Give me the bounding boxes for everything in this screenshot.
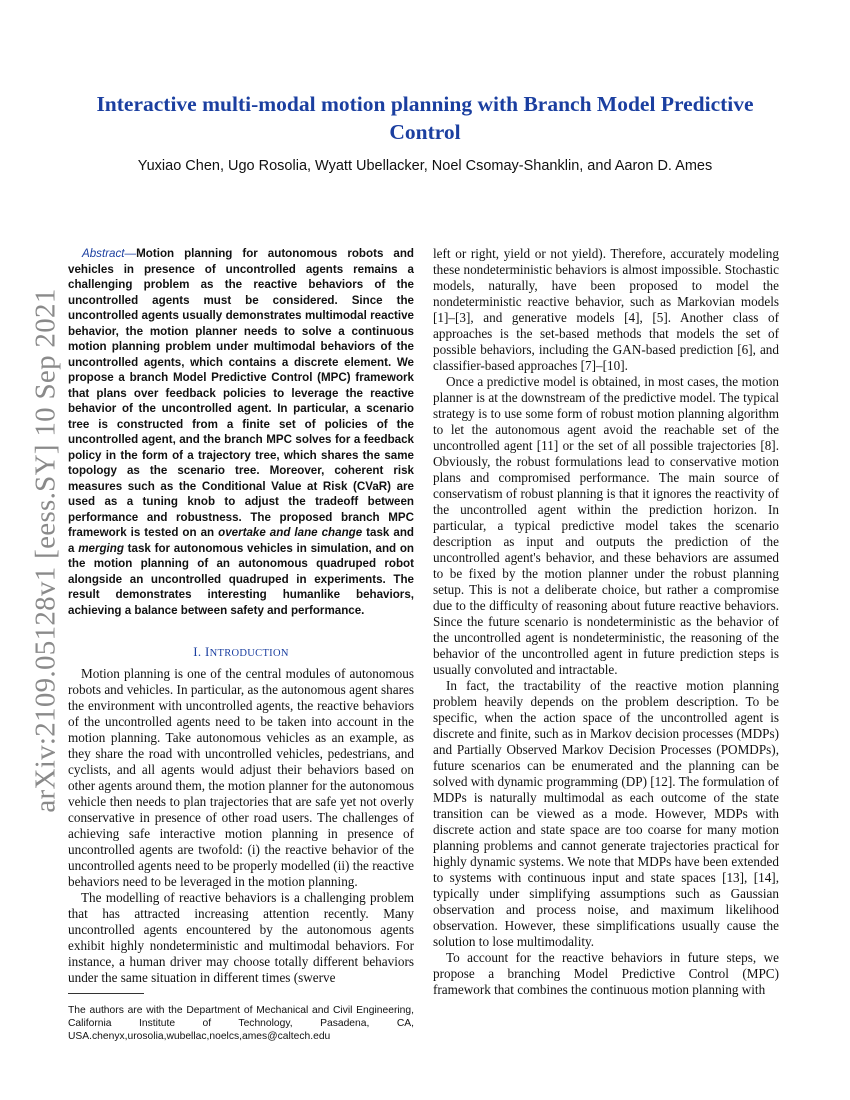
right-column: [433, 246, 779, 998]
section-heading-introduction: [68, 644, 414, 660]
body-paragraph: The modelling of reactive behaviors is a challenging problem that has attracted increasing attention recently. Many uncontrolled agents encountered by the autonomous agents exhibit highly nondeterministic and multimodal behaviors. For instance, a human driver may choose totally different behaviors under the same situation in different times (swerve: [68, 890, 414, 985]
footnote-affiliation: The authors are with the Department of Mechanical and Civil Engineering, California Institute of Technology, Pasadena, CA, USA.chenyx,urosolia,wubellac,noelcs,ames@caltech.edu: [68, 1005, 414, 1042]
abstract-text-1: Motion planning for autonomous robots and vehicles in presence of uncontrolled agents remains a challenging problem as the reactive behaviors of the uncontrolled agents must be considered. Since the uncontrolled agents usually demonstrates multimodal reactive behavior, the motion planner needs to solve a continuous motion planning problem under multimodal behaviors of the uncontrolled agents, which contains a discrete element. We propose a branch Model Predictive Control (MPC) framework that plans over feedback policies to leverage the reactive behavior of the uncontrolled agent. In particular, a scenario tree is constructed from a finite set of policies of the uncontrolled agent, and the branch MPC solves for a feedback policy in the form of a trajectory tree, which shares the same topology as the scenario tree. Moreover, coherent risk measures such as the Conditional Value at Risk (CVaR) are used as a tuning knob to adjust the tradeoff between performance and robustness. The proposed branch MPC framework is tested on an: [68, 247, 414, 539]
abstract: [68, 246, 414, 618]
paper-title: Interactive multi-modal motion planning with Branch Model Predictive Control: [96, 92, 754, 144]
abstract-text-2: task and a: [68, 526, 414, 555]
section-numeral: I. I: [193, 644, 210, 659]
body-paragraph: To account for the reactive behaviors in future steps, we propose a branching Model Predictive Control (MPC) framework that combines the continuous motion planning with: [433, 950, 779, 997]
abstract-italic-1: overtake and lane change: [218, 526, 363, 539]
body-paragraph: left or right, yield or not yield). Therefore, accurately modeling these nondeterministic behaviors is almost impossible. Stochastic models, naturally, have been proposed to model the nondeterministic reactive behavior, such as Markovian models [1]–[3], and generative models [4], [5]. Another class of approaches is the set-based methods that models the set of possible behaviors, including the GAN-based prediction [6], and classifier-based approaches [7]–[10].: [433, 246, 779, 373]
author-list: Yuxiao Chen, Ugo Rosolia, Wyatt Ubellacker, Noel Csomay-Shanklin, and Aaron D. Ames: [137, 158, 713, 174]
section-name: NTRODUCTION: [209, 648, 289, 659]
footnote-divider: [68, 993, 144, 994]
arxiv-identifier-stamp: [18, 250, 74, 850]
body-paragraph: In fact, the tractability of the reactive motion planning problem heavily depends on the problem description. To be specific, when the action space of the uncontrolled agent is discrete and finite, such as in Markov decision processes (MDPs) and Partially Observed Markov Decision Processes (POMDPs), future scenarios can be enumerated and the planning can be solved with dynamic programming (DP) [12]. The formulation of MDPs is naturally multimodal as each outcome of the state transition can be viewed as a mode. However, MDPs with discrete action and state space are too coarse for many motion planning problems and cannot generate trajectories practical for highly dynamic systems. We note that MDPs have been extended to systems with continuous input and state spaces [13], [14], typically under simplifying assumptions such as Gaussian observation and process noise, and maximum likelihood observation. However, these simplifications usually cause the solution to lose multimodality.: [433, 678, 779, 949]
left-column: [68, 246, 414, 986]
body-paragraph: Motion planning is one of the central modules of autonomous robots and vehicles. In particular, as the autonomous agent shares the environment with uncontrolled agents, the reactive behaviors of the uncontrolled agents need to be taken into account in the motion planning. Take autonomous vehicles as an example, as they share the road with uncontrolled vehicles, pedestrians, and cyclists, and all agents would adjust their behaviors based on other agents around them, the motion planner for the autonomous vehicle then needs to plan trajectories that are safe yet not overly conservative in presence of other road users. The challenges of achieving safe interactive motion planning in presence of uncontrolled agents are twofold: (i) the reactive behavior of the uncontrolled agents need to be properly modelled (ii) the reactive behaviors need to be leveraged in the motion planning.: [68, 666, 414, 889]
abstract-lead: Abstract—: [82, 247, 137, 260]
abstract-text-3: task for autonomous vehicles in simulation, and on the motion planning of an autonomous quadruped robot alongside an uncontrolled quadruped in experiments. The result demonstrates interesting humanlike behaviors, achieving a balance between safety and performance.: [68, 541, 415, 617]
arxiv-identifier-text: arXiv:2109.05128v1 [eess.SY] 10 Sep 2021: [29, 287, 62, 813]
abstract-italic-2: merging: [78, 541, 124, 555]
body-paragraph: Once a predictive model is obtained, in most cases, the motion planner is at the downstream of the predictive model. The typical strategy is to use some form of robust motion planning algorithm to let the autonomous agent avoid the reachable set of the uncontrolled agent [11] or the set of all possible trajectories [8]. Obviously, the robust formulations lead to conservative motion plans and compromised performance. The main source of conservatism of robust planning is that it ignores the reactivity of the uncontrolled agent within the prediction horizon. In particular, a typical predictive model takes the scenario description as input and outputs the prediction of the uncontrolled agent's behavior, and these behaviors are assumed to be fixed by the motion planner under the robust planning setup. This is not a deliberate choice, but rather a compromise due to the difficulty of reasoning about future reactive behaviors. Since the future scenario is nondeterministic as the behavior of the uncontrolled agent is nondeterministic, the reasoning of the behavior of the uncontrolled agent in future prediction steps is usually convoluted and intractable.: [433, 374, 779, 677]
